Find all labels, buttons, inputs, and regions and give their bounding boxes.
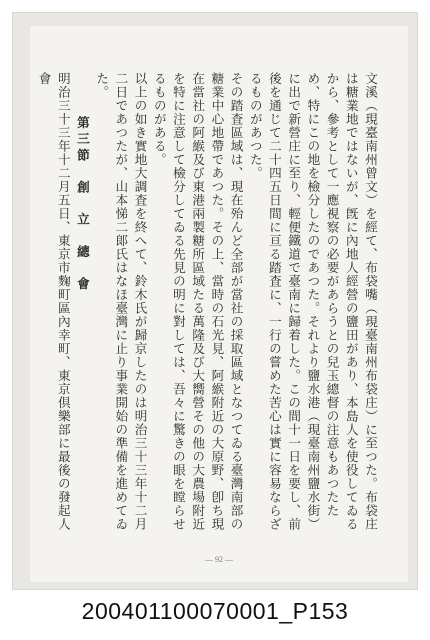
paragraph-1: 文溪（現臺南州曾文）を經て、布袋嘴（現臺南州布袋庄）に至つた。布袋庄は糖業地ではないが、旣に內地人經營の鹽田があり、本島人を使役してゐるから、參考として一應視察の必要があらうとの兒玉總督の注意もあつたため、特にこの地を檢分したのであつた。それより鹽水港（現臺南州鹽水街）に出で新營庄に至り、輕便鐵道で臺南に歸着した。この間十一日を要し、前後を通じて二十四五日間に亘る踏査に、一行の嘗めた苦心は實に容易ならざるものがあつた。 (247, 72, 378, 531)
section-paragraph: 明治三十三年十二月五日、東京市麴町區內幸町、東京倶樂部に最後の發起人會 (36, 72, 71, 531)
paragraph-3: 以上の如き實地大調査を終へて、鈴木氏が歸京したのは明治三十三年十二月二日であつたが、山本悌二郞氏はなほ臺灣に止り事業開始の準備を進めてゐた。 (94, 72, 148, 531)
page-number: — 92 — (205, 555, 233, 564)
paragraph-2: その踏査區域は、現在殆んど全部が當社の採取區域となつてゐる臺灣南部の糖業中心地帶であつた。その上、當時の石光見、阿緱附近の大原野、卽ち現在當社の阿緱及び東港兩製糖所區域たる萬隆及び大嚮營その他の大農場附近を特に注意して檢分してゐる先見の明に對しては、吾々に驚きの眼を瞠らせるものがある。 (151, 72, 244, 531)
scanned-page-frame (12, 12, 418, 590)
image-caption: 200401100070001_P153 (81, 598, 349, 624)
vertical-text-body (34, 72, 380, 542)
book-page (30, 26, 408, 582)
section-heading: 第三節 創 立 總 會 (74, 116, 90, 294)
